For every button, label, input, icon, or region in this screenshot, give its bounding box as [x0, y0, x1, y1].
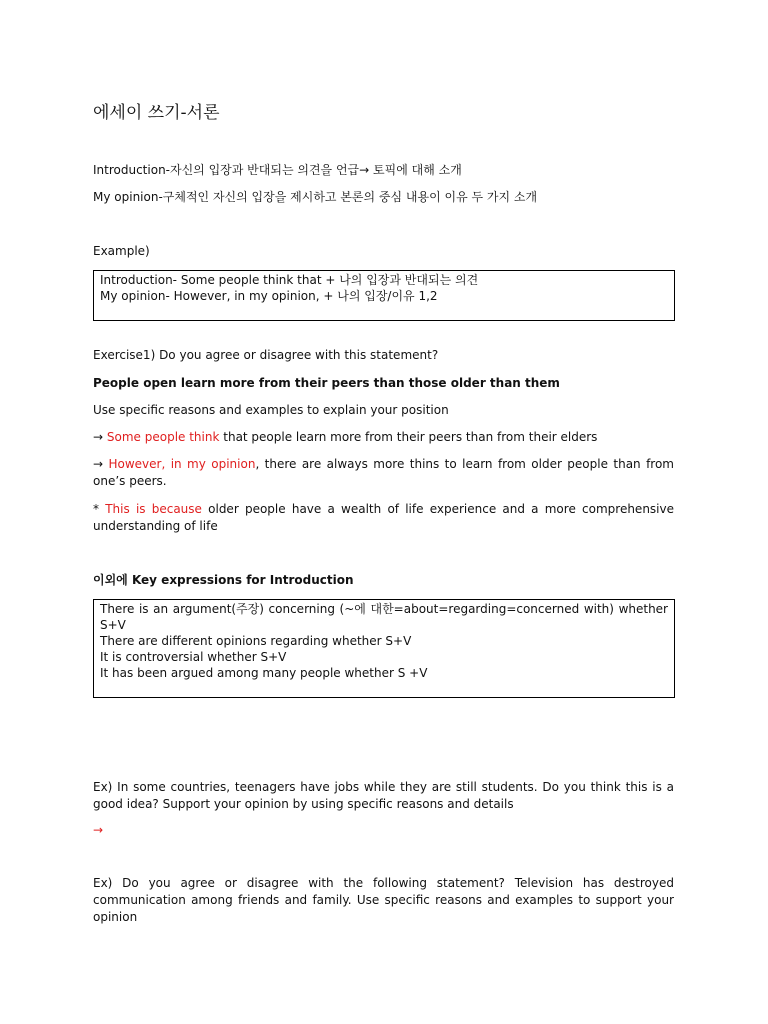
answer1-rest: that people learn more from their peers than from their elders [219, 430, 598, 444]
answer3-highlight: This is because [105, 502, 202, 516]
example-label: Example) [93, 244, 150, 258]
example-box [93, 270, 675, 321]
exercise1-statement: People open learn more from their peers than those older than them [93, 376, 560, 390]
exercise1-answer2 [93, 456, 674, 490]
key-expressions-box [93, 599, 675, 698]
example-intro-line: Introduction- Some people think that + 나의 입장과 반대되는 의견 [100, 273, 479, 287]
answer3-rest: older people have a wealth of life experience and a more comprehensive understanding of life [93, 502, 674, 533]
answer2-highlight: However, in my opinion [108, 457, 256, 471]
key-expressions-heading: 이외에 Key expressions for Introduction [93, 573, 354, 587]
key-expression-4: It has been argued among many people whether S +V [100, 666, 428, 680]
ex2-question: Ex) In some countries, teenagers have jobs while they are still students. Do you think this is a good idea? Support your opinion by using specific reasons and details [93, 780, 674, 811]
arrow-icon: → [93, 457, 104, 471]
asterisk: * [93, 502, 99, 516]
intro-description: Introduction-자신의 입장과 반대되는 의견을 언급→ 토픽에 대해 소개 [93, 163, 462, 177]
answer1-highlight: Some people think [106, 430, 220, 444]
exercise1-question: Exercise1) Do you agree or disagree with this statement? [93, 348, 439, 362]
exercise1-answer3 [93, 501, 674, 535]
key-expression-1: There is an argument(주장) concerning (~에 대한=about=regarding=concerned with) whether S+V [100, 602, 668, 632]
arrow-icon: → [93, 430, 104, 444]
answer2-rest: , there are always more thins to learn from older people than from one’s peers. [93, 457, 674, 488]
exercise1-instruction: Use specific reasons and examples to explain your position [93, 403, 449, 417]
ex2-answer-arrow-icon: → [93, 823, 104, 837]
key-expression-2: There are different opinions regarding whether S+V [100, 634, 412, 648]
exercise1-answer1 [93, 429, 674, 446]
key-expression-3: It is controversial whether S+V [100, 650, 287, 664]
ex3-question: Ex) Do you agree or disagree with the following statement? Television has destroyed communication among friends and family. Use specific reasons and examples to support your opinion [93, 876, 674, 924]
example-opinion-line: My opinion- However, in my opinion, + 나의 입장/이유 1,2 [100, 289, 438, 303]
page-title: 에세이 쓰기-서론 [93, 103, 220, 123]
opinion-description: My opinion-구체적인 자신의 입장을 제시하고 본론의 중심 내용이 이유 두 가지 소개 [93, 190, 538, 204]
